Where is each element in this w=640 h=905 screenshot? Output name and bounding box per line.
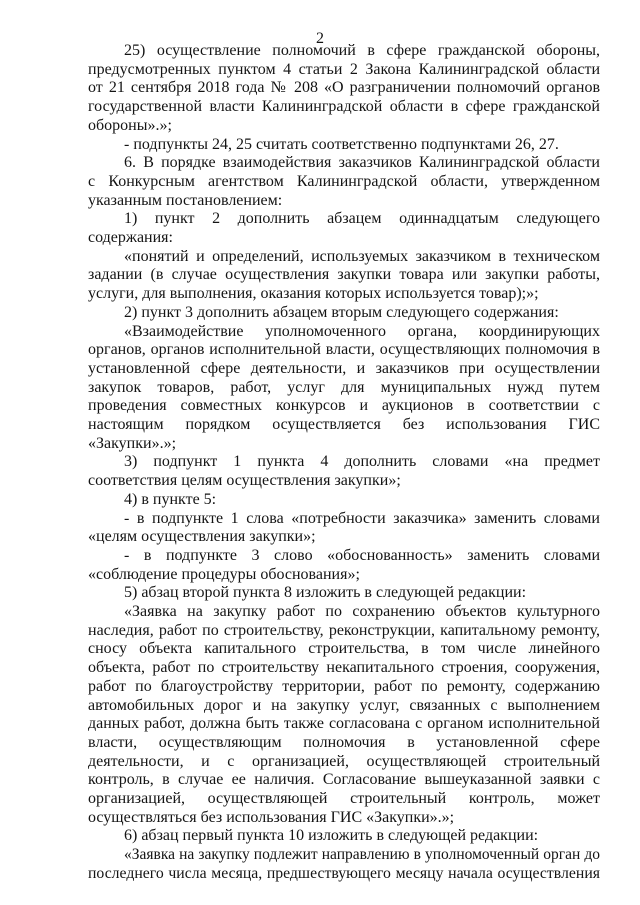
text-line: власти, осуществляющим полномочия в установленной сфере (88, 733, 600, 751)
text-line: деятельности, и с организацией, осуществляющей строительный (88, 752, 600, 770)
text-line: последнего числа месяца, предшествующего месяцу начала осуществления (88, 864, 600, 882)
text-line: «соблюдение процедуры обоснования»; (88, 565, 360, 583)
text-line: организацией, осуществляющей строительный контроль, может (88, 790, 600, 807)
text-line: 6) абзац первый пункта 10 изложить в следующей редакции: (124, 827, 539, 845)
text-line: указанным постановлением: (88, 191, 283, 209)
text-line: наследия, работ по строительству, реконструкции, капитальному ремонту, (88, 621, 600, 639)
text-line: - подпункты 24, 25 считать соответственно подпунктами 26, 27. (124, 135, 559, 153)
text-line: предусмотренных пунктом 4 статьи 2 Закона Калининградской области (88, 60, 600, 78)
text-line: содержания: (88, 229, 173, 246)
text-line: 25) осуществление полномочий в сфере гражданской обороны, (124, 42, 600, 59)
text-line: «Взаимодействие уполномоченного органа, координирующих (124, 322, 600, 340)
text-line: услуги, для выполнения, оказания которых используется товар);»; (88, 285, 539, 303)
text-line: работ по благоустройству территории, работ по ремонту, содержанию (88, 677, 600, 695)
text-line: настоящим порядком осуществляется без использования ГИС (88, 416, 600, 433)
text-line: «Заявка на закупку работ по сохранению объектов культурного (124, 603, 600, 620)
text-line: задании (в случае осуществления закупки товара или закупки работы, (88, 266, 600, 284)
text-line: - в подпункте 3 слово «обоснованность» заменить словами (124, 546, 600, 564)
text-line: «целям осуществления закупки»; (88, 528, 316, 546)
text-line: обороны».»; (88, 116, 172, 134)
text-line: 2) пункт 3 дополнить абзацем вторым следующего содержания: (124, 303, 559, 321)
page-number: 2 (316, 30, 324, 47)
text-line: государственной власти Калининградской области в сфере гражданской (88, 98, 600, 116)
text-line: проведения совместных конкурсов и аукционов в соответствии с (88, 397, 600, 415)
text-line: «Закупки».»; (88, 434, 177, 452)
text-line: данных работ, должна быть также согласована с органом исполнительной (88, 715, 600, 733)
text-line: автомобильных дорог и на закупку услуг, связанных с выполнением (88, 696, 600, 714)
text-line: 6. В порядке взаимодействия заказчиков Калининградской области (124, 154, 600, 172)
text-line: объекта, работ по строительству некапитального строения, сооружения, (88, 659, 600, 677)
text-line: соответствия целям осуществления закупки»; (88, 472, 401, 490)
text-line: 3) подпункт 1 пункта 4 дополнить словами «на предмет (124, 453, 600, 471)
text-line: органов, органов исполнительной власти, осуществляющих полномочия в (88, 341, 600, 359)
text-line: осуществляться без использования ГИС «Закупки».»; (88, 808, 455, 826)
text-line: 4) в пункте 5: (124, 490, 217, 508)
text-line: 1) пункт 2 дополнить абзацем одиннадцатым следующего (124, 210, 600, 228)
text-line: 5) абзац второй пункта 8 изложить в следующей редакции: (124, 584, 527, 602)
text-line: контроль, в случае ее наличия. Согласование вышеуказанной заявки с (88, 771, 600, 789)
text-line: - в подпункте 1 слова «потребности заказчика» заменить словами (124, 509, 600, 527)
text-line: с Конкурсным агентством Калининградской области, утвержденном (88, 172, 600, 190)
text-line: от 21 сентября 2018 года № 208 «О разграничении полномочий органов (88, 79, 600, 97)
text-line: закупок товаров, работ, услуг для муниципальных нужд путем (88, 378, 600, 396)
text-line: «Заявка на закупку подлежит направлению в уполномоченный орган до (124, 846, 600, 864)
text-line: установленной сфере деятельности, и заказчиков при осуществлении (88, 359, 600, 377)
text-line: «понятий и определений, используемых заказчиком в техническом (124, 247, 600, 265)
text-line: сносу объекта капитального строительства, в том числе линейного (88, 640, 600, 658)
